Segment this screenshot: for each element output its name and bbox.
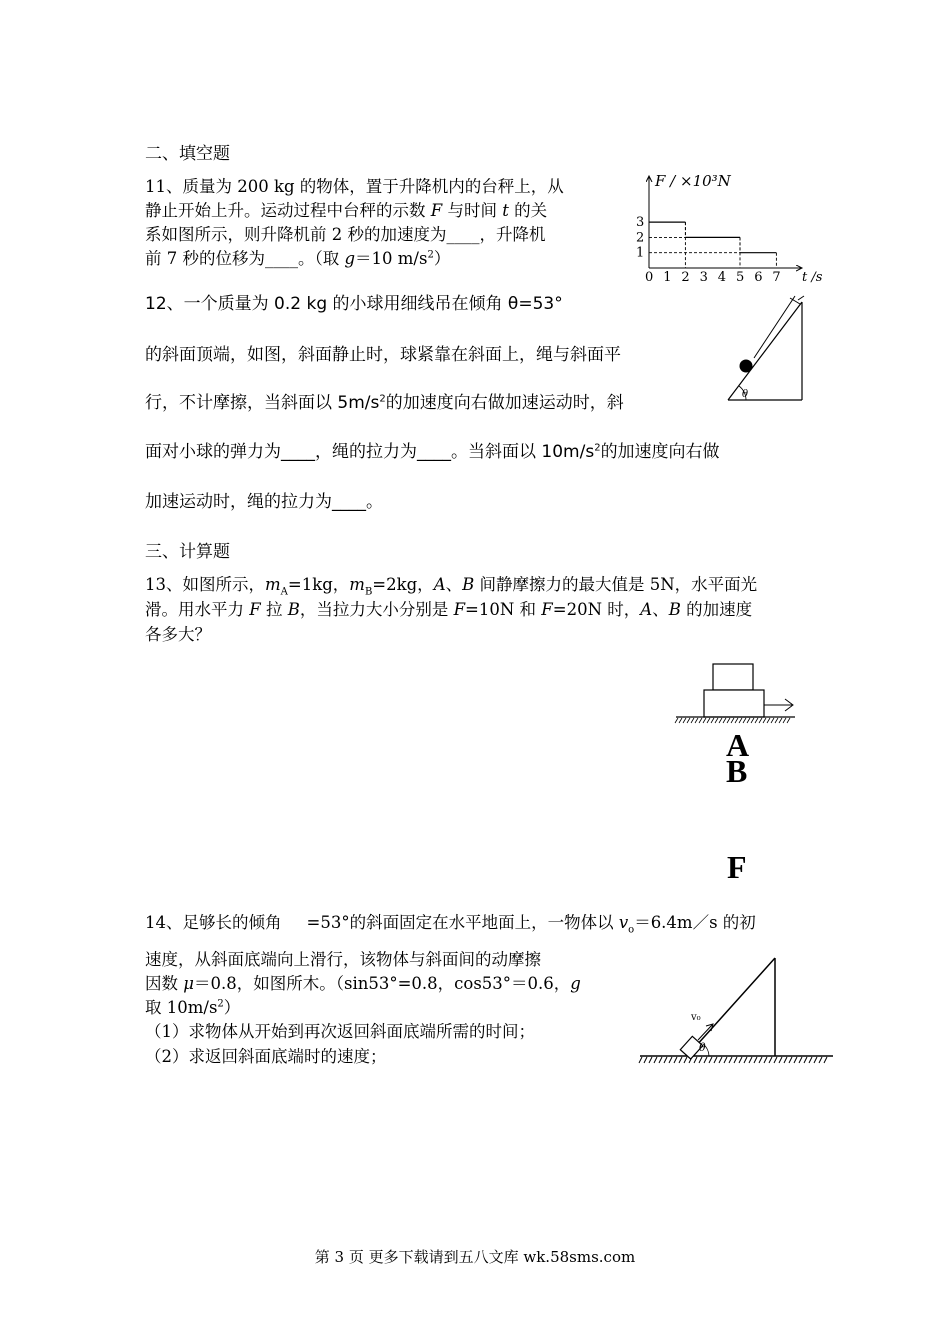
ground-hatch [714, 1057, 717, 1063]
q11-force-time-chart [630, 170, 830, 285]
ground-hatch [769, 1057, 772, 1063]
ground-hatch [814, 1057, 817, 1063]
ground-hatch [649, 1057, 652, 1063]
q11-line-4: 前 7 秒的位移为____。（取 g＝10 $m/s^2$） [145, 249, 451, 268]
x-tick-label: 1 [663, 270, 672, 285]
theta-label: θ [742, 389, 749, 400]
ground-hatch [719, 718, 722, 723]
ground-hatch [687, 718, 690, 723]
q12-line-1: 12、一个质量为 0.2 kg 的小球用细线吊在倾角 θ=53° [145, 294, 563, 314]
ground-hatch [727, 718, 730, 723]
theta-label: θ [699, 1041, 706, 1054]
ground-hatch [699, 718, 702, 723]
section-calc-heading: 三、计算题 [145, 542, 230, 562]
ground-hatch [749, 1057, 752, 1063]
ground-hatch [684, 1057, 687, 1063]
q11-line-1: 11、质量为 200 kg 的物体，置于升降机内的台秤上，从 [145, 177, 564, 196]
ground-hatch [735, 718, 738, 723]
ground-hatch [789, 1057, 792, 1063]
q13-line-1: 13、如图所示，$m_A=1kg$，$m_B=2kg$，A、B 间静摩擦力的最大值是 5N，水平面光 [145, 575, 758, 598]
ground-hatch [664, 1057, 667, 1063]
q12-incline-ball-figure [720, 290, 815, 410]
q11-line-3: 系如图所示，则升降机前 2 秒的加速度为____，升降机 [145, 225, 546, 244]
ground-hatch [703, 718, 706, 723]
y-tick-label: 1 [636, 245, 645, 261]
ground-hatch [709, 1057, 712, 1063]
ground-hatch [779, 718, 782, 723]
ground-hatch [723, 718, 726, 723]
ground-hatch [669, 1057, 672, 1063]
block-b [704, 690, 764, 717]
ground-hatch [699, 1057, 702, 1063]
ground-hatch [809, 1057, 812, 1063]
ground-hatch [755, 718, 758, 723]
q13-line-2: 滑。用水平力 F 拉 B，当拉力大小分别是 F=10N 和 F=20N 时，A、B 的加速度 [145, 600, 753, 619]
v0-label: v₀ [691, 1012, 701, 1023]
ground-hatch [659, 1057, 662, 1063]
ground-hatch [719, 1057, 722, 1063]
ground-hatch [794, 1057, 797, 1063]
ball [740, 360, 753, 373]
ground-hatch [819, 1057, 822, 1063]
label-a: A [726, 727, 750, 763]
ground-hatch [674, 1057, 677, 1063]
q14-line-1: 14、足够长的倾角 =53°的斜面固定在水平地面上，一物体以 $v_o=6.4m/s$ 的初 [145, 913, 756, 936]
x-tick-label: 2 [681, 270, 690, 285]
ground-hatch [694, 1057, 697, 1063]
label-f: F [727, 849, 747, 885]
ground-hatch [695, 718, 698, 723]
x-tick-label: 7 [772, 270, 781, 285]
ground-hatch [767, 718, 770, 723]
ground-hatch [644, 1057, 647, 1063]
ground-hatch [759, 718, 762, 723]
q14-sub-question-1: （1）求物体从开始到再次返回斜面底端所需的时间； [145, 1022, 535, 1041]
ground-hatch [784, 1057, 787, 1063]
q14-line-3: 因数 μ＝0.8，如图所木。（sin53°=0.8，cos53°＝0.6，g [145, 974, 581, 993]
ground-hatch [754, 1057, 757, 1063]
x-axis-label: t /s [802, 270, 823, 285]
ground-hatch [679, 1057, 682, 1063]
q13-line-3: 各多大？ [145, 625, 211, 644]
block-a [713, 664, 753, 690]
y-axis-label: F / ×10³N [655, 172, 731, 190]
q13-blocks-figure [670, 655, 810, 730]
q12-line-3: 行，不计摩擦，当斜面以 $5m/s^2$的加速度向右做加速运动时，斜 [145, 393, 624, 413]
page-footer: 第 3 页 更多下载请到五八文库 wk.58sms.com [314, 1248, 636, 1266]
ground-hatch [683, 718, 686, 723]
x-tick-label: 3 [699, 270, 708, 285]
label-b: B [726, 753, 748, 789]
ground-hatch [707, 718, 710, 723]
ground-hatch [729, 1057, 732, 1063]
ground-hatch [759, 1057, 762, 1063]
ground-hatch [715, 718, 718, 723]
ground-hatch [744, 1057, 747, 1063]
ground-hatch [739, 718, 742, 723]
ground-hatch [724, 1057, 727, 1063]
ground-hatch [763, 718, 766, 723]
q14-line-2: 速度，从斜面底端向上滑行，该物体与斜面间的动摩擦 [145, 950, 541, 969]
section-fill-blank-heading: 二、填空题 [145, 144, 230, 164]
ground-hatch [675, 718, 678, 723]
ground-hatch [691, 718, 694, 723]
x-tick-label: 0 [645, 270, 654, 285]
x-tick-label: 5 [736, 270, 745, 285]
q12-line-5: 加速运动时，绳的拉力为____。 [145, 492, 383, 512]
ground-hatch [731, 718, 734, 723]
ground-hatch [739, 1057, 742, 1063]
ground-hatch [774, 1057, 777, 1063]
ground-hatch [679, 718, 682, 723]
ground-hatch [654, 1057, 657, 1063]
ground-hatch [799, 1057, 802, 1063]
q14-sub-question-2: （2）求返回斜面底端时的速度； [145, 1047, 387, 1066]
x-tick-label: 6 [754, 270, 763, 285]
ground-hatch [747, 718, 750, 723]
ground-hatch [639, 1057, 642, 1063]
ground-hatch [775, 718, 778, 723]
ground-hatch [704, 1057, 707, 1063]
ground-hatch [771, 718, 774, 723]
ground-hatch [824, 1057, 827, 1063]
ground-hatch [764, 1057, 767, 1063]
ground-hatch [779, 1057, 782, 1063]
ground-hatch [711, 718, 714, 723]
x-tick-label: 4 [717, 270, 727, 285]
q11-line-2: 静止开始上升。运动过程中台秤的示数 F 与时间 t 的关 [145, 201, 548, 220]
ground-hatch [804, 1057, 807, 1063]
ground-hatch [751, 718, 754, 723]
ground-hatch [783, 718, 786, 723]
q14-incline-figure [635, 950, 840, 1075]
q12-line-4: 面对小球的弹力为____，绳的拉力为____。当斜面以 $10m/s^2$的加速度向右做 [145, 442, 720, 462]
q12-line-2: 的斜面顶端，如图，斜面静止时，球紧靠在斜面上，绳与斜面平 [145, 345, 621, 365]
ground-hatch [734, 1057, 737, 1063]
y-tick-label: 3 [636, 215, 645, 231]
ground-hatch [743, 718, 746, 723]
q14-line-4: 取 $10m/s^2$） [145, 998, 241, 1017]
y-tick-label: 2 [636, 230, 645, 246]
ground-hatch [787, 718, 790, 723]
